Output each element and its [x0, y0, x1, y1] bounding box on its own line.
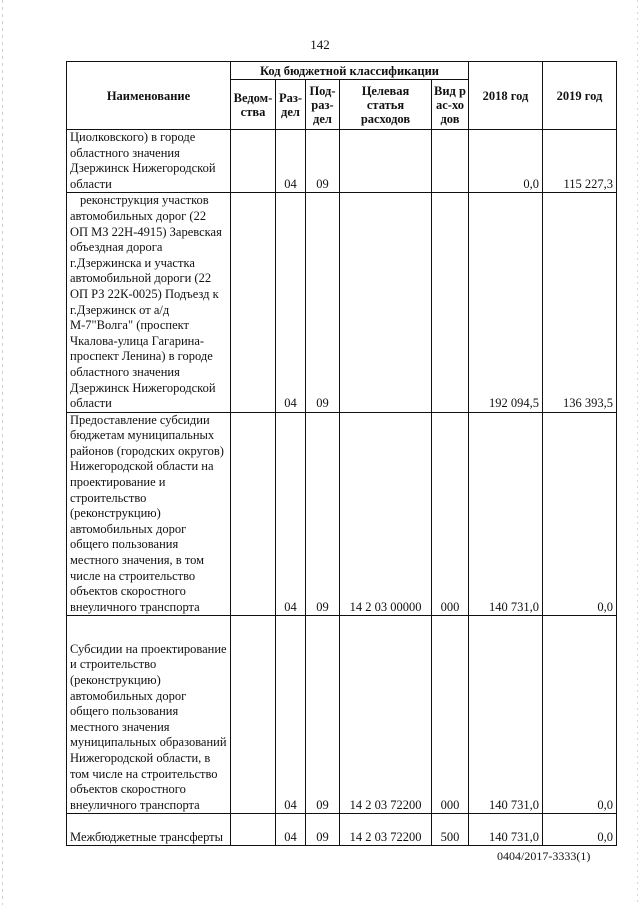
row-vedomstvo [231, 814, 276, 846]
table-row [67, 412, 617, 616]
row-podrazdel: 09 [306, 616, 340, 814]
table-row [67, 616, 617, 814]
row-name-text: реконструкция участков автомобильных дорог (22 ОП МЗ 22Н-4915) Заревская объездная дорога г.Дзержинска и участка автомобильной дороги (22 ОП РЗ 22К-0025) Подъезд к г.Дзержинск от а/д М-7"Волга" (проспект Чкалова-улица Гагарина-проспект Ленина) в городе областного значения Дзержинск Нижегородской области [70, 193, 222, 411]
row-2019: 115 227,3 [543, 130, 617, 193]
row-name [67, 616, 231, 814]
row-2019: 0,0 [543, 412, 617, 616]
row-vedomstvo [231, 616, 276, 814]
row-podrazdel: 09 [306, 193, 340, 412]
header-vid [432, 80, 469, 130]
header-2019: 2019 год [543, 62, 617, 130]
table-row [67, 193, 617, 412]
row-2018: 140 731,0 [469, 412, 543, 616]
row-vedomstvo [231, 130, 276, 193]
row-target: 14 2 03 72200 [340, 814, 432, 846]
header-razdel-text: Раз-дел [278, 90, 303, 119]
row-2018: 140 731,0 [469, 616, 543, 814]
header-razdel [276, 80, 306, 130]
row-name-text: Циолковского) в городе областного значения Дзержинск Нижегородской области [70, 130, 216, 191]
row-vedomstvo [231, 193, 276, 412]
row-2019: 0,0 [543, 616, 617, 814]
row-target [340, 193, 432, 412]
row-target [340, 130, 432, 193]
page-number: 142 [310, 37, 330, 52]
row-target: 14 2 03 00000 [340, 412, 432, 616]
budget-table [66, 61, 617, 846]
header-budget-code: Код бюджетной классификации [231, 62, 469, 80]
row-razdel: 04 [276, 193, 306, 412]
row-name-text: Предоставление субсидии бюджетам муниципальных районов (городских округов) Нижегородской области на проектирование и строительство (реконструкцию) автомобильных дорог общего пользования местного значения, в том числе на строительство объектов скоростного внеуличного транспорта [70, 412, 224, 614]
header-vedomstvo [231, 80, 276, 130]
table-row [67, 130, 617, 193]
row-name [67, 814, 231, 846]
row-name [67, 130, 231, 193]
row-name [67, 412, 231, 616]
document-code: 0404/2017-3333(1) [497, 849, 591, 863]
header-2018: 2018 год [469, 62, 543, 130]
row-target: 14 2 03 72200 [340, 616, 432, 814]
row-name-text: Субсидии на проектирование и строительство (реконструкцию) автомобильных дорог общего пользования местного значения муниципальных образований Нижегородской области, в том числе на строительство объектов скоростного внеуличного транспорта [70, 641, 227, 812]
row-vid [432, 193, 469, 412]
row-razdel: 04 [276, 130, 306, 193]
row-vid: 000 [432, 412, 469, 616]
scan-edge-right [637, 0, 638, 905]
row-2018: 140 731,0 [469, 814, 543, 846]
row-2019: 0,0 [543, 814, 617, 846]
row-razdel: 04 [276, 616, 306, 814]
header-podrazdel [306, 80, 340, 130]
row-vid: 000 [432, 616, 469, 814]
header-podrazdel-text: Под-раз-дел [309, 83, 336, 126]
row-2018: 0,0 [469, 130, 543, 193]
header-vedomstvo-text: Ведом-ства [233, 90, 273, 119]
row-vid [432, 130, 469, 193]
row-name-text: Межбюджетные трансферты [70, 829, 224, 844]
row-2018: 192 094,5 [469, 193, 543, 412]
row-name [67, 193, 231, 412]
row-razdel: 04 [276, 412, 306, 616]
row-razdel: 04 [276, 814, 306, 846]
row-podrazdel: 09 [306, 130, 340, 193]
row-2019: 136 393,5 [543, 193, 617, 412]
row-podrazdel: 09 [306, 814, 340, 846]
header-target-text: Целевая статья расходов [360, 83, 411, 126]
scan-edge-left [2, 0, 3, 905]
header-target [340, 80, 432, 130]
row-vedomstvo [231, 412, 276, 616]
row-podrazdel: 09 [306, 412, 340, 616]
header-vid-text: Вид рас-ходов [434, 83, 466, 126]
table-row [67, 814, 617, 846]
header-name: Наименование [67, 62, 231, 130]
row-vid: 500 [432, 814, 469, 846]
